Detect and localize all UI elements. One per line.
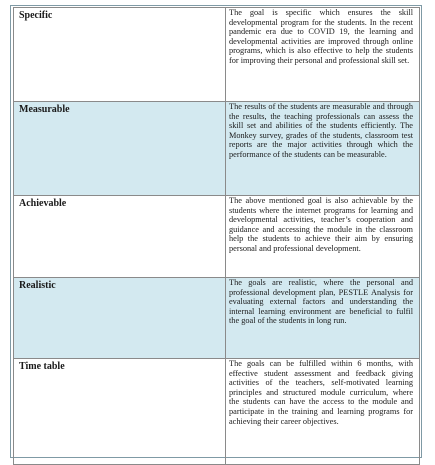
row-description: The goals can be fulfilled within 6 months, with effective student assessment and feedback giving activities of the teachers, self-motivated learning principles and structured module curriculum, where the students can have the access to the module and participate in the training and learning programs for achieving their career objectives. xyxy=(226,359,420,465)
row-description: The goal is specific which ensures the skill developmental program for the students. In the recent pandemic era due to COVID 19, the learning and developmental activities are improved through online programs, which is also effective to help the students for improving their personal and professional skill set. xyxy=(226,8,420,102)
row-description: The goals are realistic, where the personal and professional development plan, PESTLE Analysis for evaluating external factors and understanding the internal learning environment are beneficial to fulfil the goal of the students in long run. xyxy=(226,278,420,359)
table-row-measurable xyxy=(14,102,420,196)
row-term: Specific xyxy=(14,8,226,102)
row-description: The above mentioned goal is also achievable by the students where the internet programs for learning and developmental activities, teacher’s cooperation and guidance and accessing the module in the classroom help the students to achieve their aim by ensuring personal and professional development. xyxy=(226,196,420,278)
row-term: Achievable xyxy=(14,196,226,278)
table-row-achievable xyxy=(14,196,420,278)
table-row-realistic xyxy=(14,278,420,359)
smart-goals-table xyxy=(13,7,420,465)
table-row-time-table xyxy=(14,359,420,465)
row-term: Realistic xyxy=(14,278,226,359)
row-term: Measurable xyxy=(14,102,226,196)
row-description: The results of the students are measurable and through the results, the teaching professionals can assess the skill set and abilities of the students efficiently. The Monkey survey, grades of the students, classroom test reports are the major activities through which the performance of the students can be measurable. xyxy=(226,102,420,196)
table-row-specific xyxy=(14,8,420,102)
row-term: Time table xyxy=(14,359,226,465)
